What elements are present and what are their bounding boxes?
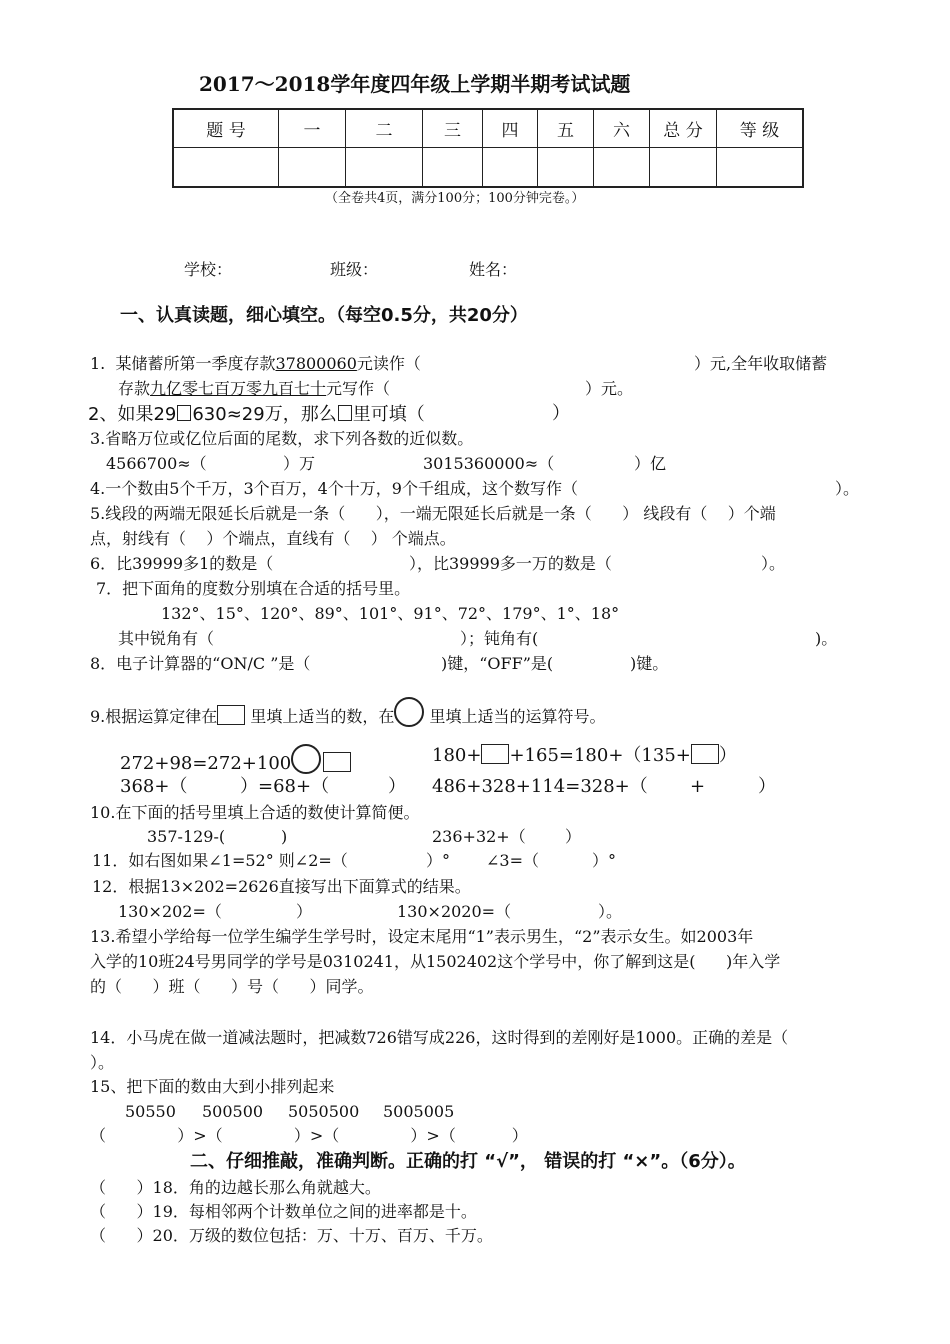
score-cell[interactable] (423, 148, 483, 188)
q8-text-a: 8．电子计算器的“ON/C ”是（ (90, 654, 311, 673)
q7-end: )。 (815, 629, 838, 648)
q6-text-a: 6．比39999多1的数是（ (90, 554, 274, 573)
q3-a1: 4566700≈（ (106, 454, 207, 473)
q9-expr4a: 486+328+114=328+（ (432, 776, 648, 797)
q9-text-c: 里填上适当的运算符号。 (424, 707, 606, 726)
q7-obtuse: ）；钝角有( (460, 629, 539, 648)
section2-title: 二、仔细推敲，准确判断。正确的打 “√”， 错误的打 “×”。（6分）。 (190, 1151, 746, 1172)
q9-expr1 (120, 744, 351, 774)
class-label: 班级： (330, 260, 379, 279)
q1-text-b: 元读作（ (356, 354, 421, 373)
judge-text: 20．万级的数位包括：万、十万、百万、千万。 (152, 1226, 493, 1245)
score-cell[interactable] (538, 148, 594, 188)
q1-text-d: 存款 (118, 379, 151, 398)
q1-words: 九亿零七百万零九百七十 (150, 379, 327, 398)
q1-text-c: ）元,全年收取储蓄 (694, 354, 828, 373)
q3-b1: 3015360000≈（ (423, 454, 555, 473)
q3-b2: ）亿 (634, 454, 667, 473)
q7-acute: 其中锐角有（ (118, 629, 215, 648)
q9-text-a: 9.根据运算定律在 (90, 707, 218, 726)
q2-text-c: 里可填（ (352, 404, 425, 425)
q9-expr1-text: 272+98=272+100 (120, 753, 292, 774)
score-cell[interactable] (279, 148, 346, 188)
page-title: 2017～2018学年度四年级上学期半期考试试题 (199, 72, 631, 96)
q11-text-c: ∠3=（ (486, 851, 539, 870)
school-label: 学校： (184, 260, 233, 279)
q14-line1: 14．小马虎在做一道减法题时，把减数726错写成226，这时得到的差刚好是1000。正确的差是（ (90, 1028, 789, 1047)
q10-a1: 357-129-( (147, 827, 226, 846)
q1-text-f: ）元。 (585, 379, 634, 398)
q9-stem (90, 697, 605, 727)
q8-text-c: )键。 (630, 654, 669, 673)
q15-number-1: 50550 (125, 1102, 176, 1121)
header-part-6: 六 (594, 109, 650, 148)
q4-text-b: ）。 (835, 479, 860, 498)
q9-expr2-b: +165=180+（135+ (509, 745, 691, 766)
exam-note: （全卷共4页，满分100分；100分钟完卷。） (325, 191, 585, 206)
q7-stem: 7．把下面角的度数分别填在合适的括号里。 (96, 579, 411, 598)
judge-text: 18．角的边越长那么角就越大。 (152, 1178, 381, 1197)
q3-stem: 3.省略万位或亿位后面的尾数，求下列各数的近似数。 (90, 429, 474, 448)
judge-answer-bracket[interactable]: （ ） (90, 1178, 153, 1197)
name-label: 姓名： (469, 260, 518, 279)
header-part-3: 三 (423, 109, 483, 148)
q10-b2: ） (565, 827, 582, 846)
q4-text-a: 4.一个数由5个千万，3个百万，4个十万，9个千组成，这个数写作（ (90, 479, 578, 498)
q8-text-b: )键，“OFF”是( (441, 654, 554, 673)
q12-b2: ）。 (598, 902, 623, 921)
score-cell[interactable] (346, 148, 423, 188)
q1-number: 37800060 (275, 354, 357, 373)
q15-number-2: 500500 (202, 1102, 264, 1121)
q10-b1: 236+32+（ (432, 827, 526, 846)
q7-angles: 132°、15°、120°、89°、101°、91°、72°、179°、1°、18° (161, 604, 620, 623)
q9-expr4b: + (690, 776, 706, 797)
blank-box-icon (217, 705, 245, 725)
q15-number-3: 5050500 (288, 1102, 360, 1121)
header-total: 总 分 (650, 109, 717, 148)
judge-item-20 (90, 1228, 493, 1244)
q10-stem: 10.在下面的括号里填上合适的数使计算简便。 (90, 803, 420, 822)
blank-circle-icon (394, 697, 424, 727)
q3-a2: ）万 (283, 454, 316, 473)
header-part-2: 二 (346, 109, 423, 148)
q9-expr2-a: 180+ (432, 745, 482, 766)
score-cell[interactable] (594, 148, 650, 188)
number-box-input[interactable] (323, 752, 351, 772)
header-part-1: 一 (279, 109, 346, 148)
q2-line (88, 405, 425, 424)
q1-text-e: 元写作（ (326, 379, 391, 398)
q9-expr3a: 368+（ (120, 776, 188, 797)
header-part-5: 五 (538, 109, 594, 148)
q9-expr3b: ）=68+（ (240, 776, 330, 797)
q13-line3: 的（ ）班（ ）号（ ）同学。 (90, 977, 374, 996)
score-cell[interactable] (717, 148, 804, 188)
q12-a2: ） (296, 902, 313, 921)
q11-text-a: 11．如右图如果∠1=52° 则∠2=（ (92, 851, 348, 870)
judge-answer-bracket[interactable]: （ ） (90, 1202, 153, 1221)
q15-order-blanks: （ ）>（ ）>（ ）>（ ） (90, 1126, 528, 1145)
q5-line1: 5.线段的两端无限延长后就是一条（ ），一端无限延长后就是一条（ ） 线段有（ ）个端 (90, 504, 776, 523)
score-table-header-row (173, 109, 803, 148)
q1-line2 (118, 381, 390, 397)
q13-line2: 入学的10班24号男同学的学号是0310241，从1502402这个学号中，你了解到这是( )年入学 (90, 952, 781, 971)
q9-text-b: 里填上适当的数，在 (245, 707, 395, 726)
q13-line1: 13.希望小学给每一位学生编学生学号时，设定末尾用“1”表示男生，“2”表示女生。如2003年 (90, 927, 754, 946)
q6-text-b: ），比39999多一万的数是（ (409, 554, 612, 573)
q2-text-b: 630≈29万，那么 (192, 404, 337, 425)
q14-line2: ）。 (90, 1053, 115, 1072)
score-table-score-row (173, 148, 803, 188)
q6-text-c: ）。 (761, 554, 786, 573)
judge-text: 19．每相邻两个计数单位之间的进率都是十。 (152, 1202, 477, 1221)
q15-number-4: 5005005 (383, 1102, 455, 1121)
blank-square-icon (177, 405, 191, 421)
header-question-number: 题 号 (173, 109, 279, 148)
q5-line2: 点，射线有（ ）个端点，直线有（ ） 个端点。 (90, 529, 456, 548)
number-box-input[interactable] (691, 744, 719, 764)
judge-item-18 (90, 1180, 381, 1196)
q9-expr4c: ） (758, 776, 776, 797)
blank-square-icon (338, 405, 352, 421)
number-box-input[interactable] (481, 744, 509, 764)
q2-text-a: 2、如果29 (88, 404, 177, 425)
header-part-4: 四 (483, 109, 538, 148)
q9-expr2 (432, 744, 737, 765)
q10-a2: ) (281, 827, 288, 846)
q2-text-d: ） (552, 403, 570, 424)
q12-stem: 12．根据13×202=2626直接写出下面算式的结果。 (92, 877, 471, 896)
q1-text-a: 1. 某储蓄所第一季度存款 (90, 354, 276, 373)
score-table (172, 108, 804, 188)
q12-a1: 130×202=（ (118, 902, 222, 921)
q9-expr3c: ） (388, 776, 406, 797)
score-cell[interactable] (650, 148, 717, 188)
q15-stem: 15、把下面的数由大到小排列起来 (90, 1077, 335, 1096)
q11-text-d: ）° (592, 851, 617, 870)
q9-expr2-c: ） (718, 745, 737, 766)
judge-answer-bracket[interactable]: （ ） (90, 1226, 153, 1245)
score-cell[interactable] (173, 148, 279, 188)
operator-circle-input[interactable] (291, 744, 321, 774)
header-grade: 等 级 (717, 109, 804, 148)
q12-b1: 130×2020=（ (397, 902, 512, 921)
section1-title: 一、认真读题，细心填空。（每空0.5分，共20分） (120, 305, 528, 326)
judge-item-19 (90, 1204, 477, 1220)
q11-text-b: ）° (426, 851, 451, 870)
q1-line1 (90, 356, 421, 372)
score-cell[interactable] (483, 148, 538, 188)
